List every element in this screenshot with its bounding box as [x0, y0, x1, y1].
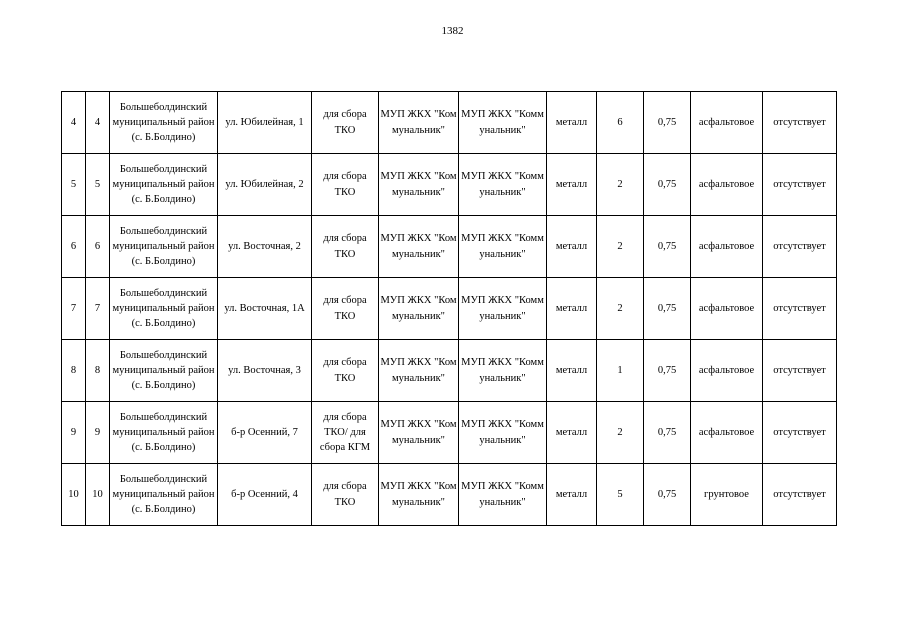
page-number: 1382	[441, 25, 464, 37]
table-row	[62, 154, 837, 216]
owner-cell: МУП ЖКХ "Коммунальник"	[379, 464, 459, 526]
district-cell: Большеболдинский муниципальный район (с. Б.Болдино)	[110, 216, 218, 278]
container-count-cell: 2	[597, 154, 644, 216]
surface-cell: асфальтовое	[691, 154, 763, 216]
district-cell: Большеболдинский муниципальный район (с. Б.Болдино)	[110, 154, 218, 216]
table-row	[62, 464, 837, 526]
container-volume-cell: 0,75	[644, 402, 691, 464]
fence-cell: отсутствует	[763, 154, 837, 216]
site-number-cell: 5	[86, 154, 110, 216]
owner-cell: МУП ЖКХ "Коммунальник"	[379, 92, 459, 154]
purpose-cell: для сбора ТКО	[312, 340, 379, 402]
address-cell: ул. Юбилейная, 1	[218, 92, 312, 154]
row-index-cell: 4	[62, 92, 86, 154]
site-number-cell: 8	[86, 340, 110, 402]
table-row	[62, 92, 837, 154]
table-row	[62, 216, 837, 278]
row-index-cell: 7	[62, 278, 86, 340]
site-number-cell: 6	[86, 216, 110, 278]
container-count-cell: 1	[597, 340, 644, 402]
district-cell: Большеболдинский муниципальный район (с. Б.Болдино)	[110, 340, 218, 402]
operator-cell: МУП ЖКХ "Коммунальник"	[459, 278, 547, 340]
fence-cell: отсутствует	[763, 92, 837, 154]
material-cell: металл	[547, 216, 597, 278]
material-cell: металл	[547, 154, 597, 216]
material-cell: металл	[547, 402, 597, 464]
material-cell: металл	[547, 278, 597, 340]
owner-cell: МУП ЖКХ "Коммунальник"	[379, 402, 459, 464]
material-cell: металл	[547, 464, 597, 526]
site-number-cell: 4	[86, 92, 110, 154]
owner-cell: МУП ЖКХ "Коммунальник"	[379, 216, 459, 278]
table-row	[62, 402, 837, 464]
surface-cell: асфальтовое	[691, 216, 763, 278]
container-count-cell: 6	[597, 92, 644, 154]
purpose-cell: для сбора ТКО/ для сбора КГМ	[312, 402, 379, 464]
operator-cell: МУП ЖКХ "Коммунальник"	[459, 464, 547, 526]
district-cell: Большеболдинский муниципальный район (с. Б.Болдино)	[110, 402, 218, 464]
container-volume-cell: 0,75	[644, 216, 691, 278]
operator-cell: МУП ЖКХ "Коммунальник"	[459, 402, 547, 464]
surface-cell: асфальтовое	[691, 92, 763, 154]
address-cell: б-р Осенний, 4	[218, 464, 312, 526]
row-index-cell: 9	[62, 402, 86, 464]
fence-cell: отсутствует	[763, 464, 837, 526]
purpose-cell: для сбора ТКО	[312, 154, 379, 216]
row-index-cell: 5	[62, 154, 86, 216]
address-cell: ул. Восточная, 1А	[218, 278, 312, 340]
table-row	[62, 278, 837, 340]
material-cell: металл	[547, 92, 597, 154]
row-index-cell: 6	[62, 216, 86, 278]
container-count-cell: 2	[597, 402, 644, 464]
purpose-cell: для сбора ТКО	[312, 216, 379, 278]
surface-cell: асфальтовое	[691, 402, 763, 464]
address-cell: ул. Юбилейная, 2	[218, 154, 312, 216]
district-cell: Большеболдинский муниципальный район (с. Б.Болдино)	[110, 464, 218, 526]
purpose-cell: для сбора ТКО	[312, 92, 379, 154]
district-cell: Большеболдинский муниципальный район (с. Б.Болдино)	[110, 278, 218, 340]
fence-cell: отсутствует	[763, 340, 837, 402]
container-volume-cell: 0,75	[644, 278, 691, 340]
container-volume-cell: 0,75	[644, 92, 691, 154]
container-count-cell: 2	[597, 216, 644, 278]
container-volume-cell: 0,75	[644, 340, 691, 402]
operator-cell: МУП ЖКХ "Коммунальник"	[459, 92, 547, 154]
material-cell: металл	[547, 340, 597, 402]
owner-cell: МУП ЖКХ "Коммунальник"	[379, 278, 459, 340]
row-index-cell: 8	[62, 340, 86, 402]
surface-cell: грунтовое	[691, 464, 763, 526]
site-number-cell: 9	[86, 402, 110, 464]
container-volume-cell: 0,75	[644, 154, 691, 216]
site-number-cell: 10	[86, 464, 110, 526]
site-number-cell: 7	[86, 278, 110, 340]
purpose-cell: для сбора ТКО	[312, 278, 379, 340]
container-volume-cell: 0,75	[644, 464, 691, 526]
owner-cell: МУП ЖКХ "Коммунальник"	[379, 340, 459, 402]
purpose-cell: для сбора ТКО	[312, 464, 379, 526]
fence-cell: отсутствует	[763, 278, 837, 340]
container-count-cell: 2	[597, 278, 644, 340]
address-cell: б-р Осенний, 7	[218, 402, 312, 464]
waste-sites-table	[61, 91, 837, 526]
address-cell: ул. Восточная, 2	[218, 216, 312, 278]
address-cell: ул. Восточная, 3	[218, 340, 312, 402]
operator-cell: МУП ЖКХ "Коммунальник"	[459, 216, 547, 278]
operator-cell: МУП ЖКХ "Коммунальник"	[459, 154, 547, 216]
owner-cell: МУП ЖКХ "Коммунальник"	[379, 154, 459, 216]
surface-cell: асфальтовое	[691, 278, 763, 340]
fence-cell: отсутствует	[763, 402, 837, 464]
operator-cell: МУП ЖКХ "Коммунальник"	[459, 340, 547, 402]
table-row	[62, 340, 837, 402]
container-count-cell: 5	[597, 464, 644, 526]
surface-cell: асфальтовое	[691, 340, 763, 402]
district-cell: Большеболдинский муниципальный район (с. Б.Болдино)	[110, 92, 218, 154]
row-index-cell: 10	[62, 464, 86, 526]
fence-cell: отсутствует	[763, 216, 837, 278]
